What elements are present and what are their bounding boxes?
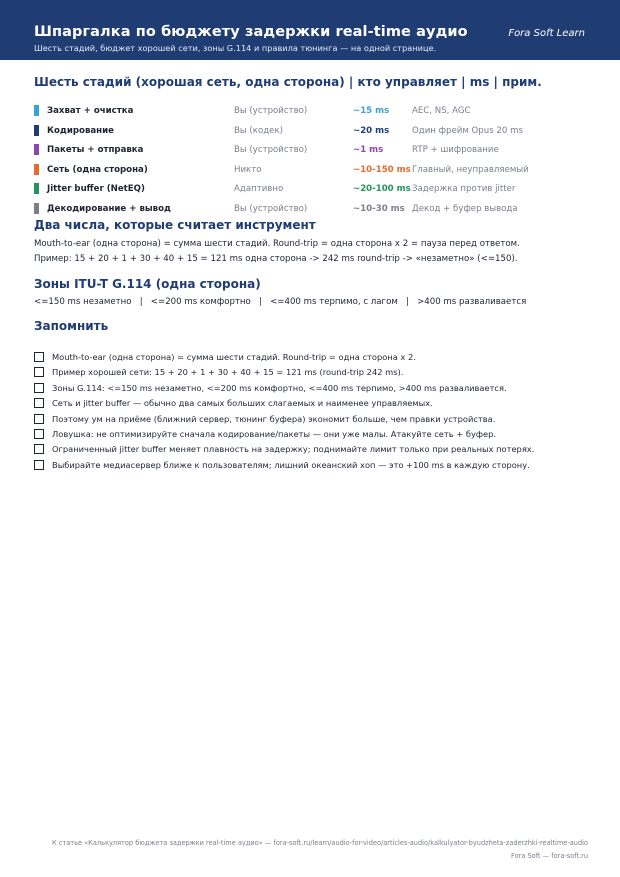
checkbox[interactable] (34, 367, 44, 377)
stage-note: Декод + буфер вывода (412, 203, 518, 214)
brand-label: Fora Soft Learn (508, 28, 585, 39)
checklist-item-label: Mouth-to-ear (одна сторона) = сумма шести стадий. Round-trip = одна сторона x 2. (52, 352, 416, 362)
stage-name: Кодирование (47, 125, 114, 136)
two-numbers-line-2: Пример: 15 + 20 + 1 + 30 + 40 + 15 = 121 ms одна сторона -> 242 ms round-trip -> «незаметно» (<=150). (34, 254, 518, 264)
stage-note: Задержка против jitter (412, 184, 516, 194)
checklist-item-label: Поэтому ум на приёме (ближний сервер, тюнинг буфера) экономит больше, чем правки устройства. (52, 413, 496, 424)
stage-note: AEC, NS, AGC (412, 106, 471, 116)
zones-line: <=150 ms незаметно | <=200 ms комфортно | <=400 ms терпимо, с лагом | >400 ms разваливается (34, 297, 527, 307)
stage-name: Декодирование + вывод (47, 203, 171, 214)
stage-owner: Никто (234, 164, 262, 175)
footer-brand: Fora Soft — fora-soft.ru (511, 852, 588, 860)
stage-owner: Вы (кодек) (234, 125, 283, 136)
stage-ms: ~15 ms (353, 106, 390, 116)
checkbox[interactable] (34, 429, 44, 439)
checkbox[interactable] (34, 352, 44, 362)
checklist-item-label: Ловушка: не оптимизируйте сначала кодирование/пакеты — они уже малы. Атакуйте сеть + буфер. (52, 429, 496, 439)
stage-name: Пакеты + отправка (47, 145, 144, 155)
checklist-item-label: Ограниченный jitter buffer меняет плавность на задержку; поднимайте лимит только при реальных потерях. (52, 444, 535, 455)
two-numbers-line-1: Mouth-to-ear (одна сторона) = сумма шести стадий. Round-trip = одна сторона x 2 = пауза перед ответом. (34, 239, 520, 249)
stage-owner: Адаптивно (234, 184, 284, 194)
stage-row (34, 144, 594, 162)
stages-section-title: Шесть стадий (хорошая сеть, одна сторона) | кто управляет | ms | прим. (34, 75, 542, 89)
checkbox[interactable] (34, 398, 44, 408)
stage-note: RTP + шифрование (412, 145, 499, 155)
page-header (0, 0, 620, 60)
stage-row (34, 183, 594, 201)
stage-row (34, 105, 594, 123)
footer-source-link: К статье «Калькулятор бюджета задержки real-time аудио» — fora-soft.ru/learn/audio-for-video/articles-audio/kalkulyator-byudzheta-zaderzhki-realtime-audio (51, 839, 588, 847)
zones-title: Зоны ITU-T G.114 (одна сторона) (34, 277, 261, 291)
checklist-item-label: Пример хорошей сети: 15 + 20 + 1 + 30 + 40 + 15 = 121 ms (round-trip 242 ms). (52, 367, 404, 378)
remember-title: Запомнить (34, 319, 109, 333)
stage-row (34, 164, 594, 182)
checklist-item-label: Зоны G.114: <=150 ms незаметно, <=200 ms комфортно, <=400 ms терпимо, >400 ms разваливается. (52, 382, 507, 393)
stage-color-bar (34, 203, 39, 214)
stage-ms: ~1 ms (353, 145, 384, 155)
checkbox[interactable] (34, 383, 44, 393)
stage-name: Сеть (одна сторона) (47, 164, 148, 175)
stage-color-bar (34, 125, 39, 136)
page-subtitle: Шесть стадий, бюджет хорошей сети, зоны G.114 и правила тюнинга — на одной странице. (34, 43, 437, 53)
stage-owner: Вы (устройство) (234, 203, 308, 214)
stage-ms: ~10-150 ms (353, 164, 411, 175)
stage-owner: Вы (устройство) (234, 106, 308, 116)
stage-color-bar (34, 183, 39, 194)
checkbox[interactable] (34, 444, 44, 454)
stage-color-bar (34, 164, 39, 175)
checkbox[interactable] (34, 414, 44, 424)
stage-row (34, 125, 594, 143)
checklist-item-label: Сеть и jitter buffer — обычно два самых больших слагаемых и наименее управляемых. (52, 398, 433, 409)
checkbox[interactable] (34, 460, 44, 470)
stage-note: Главный, неуправляемый (412, 164, 529, 175)
stage-owner: Вы (устройство) (234, 145, 308, 155)
stage-ms: ~20 ms (353, 125, 390, 136)
two-numbers-title: Два числа, которые считает инструмент (34, 218, 316, 232)
stage-name: Захват + очистка (47, 106, 134, 116)
page-title: Шпаргалка по бюджету задержки real-time аудио (34, 24, 468, 40)
checklist-item-label: Выбирайте медиасервер ближе к пользователям; лишний океанский хоп — это +100 ms в каждую сторону. (52, 459, 530, 470)
stage-ms: ~10-30 ms (353, 203, 405, 214)
stage-name: Jitter buffer (NetEQ) (47, 184, 145, 194)
stage-color-bar (34, 144, 39, 155)
stage-ms: ~20-100 ms (353, 184, 411, 194)
stage-color-bar (34, 105, 39, 116)
stage-note: Один фрейм Opus 20 ms (412, 125, 523, 136)
